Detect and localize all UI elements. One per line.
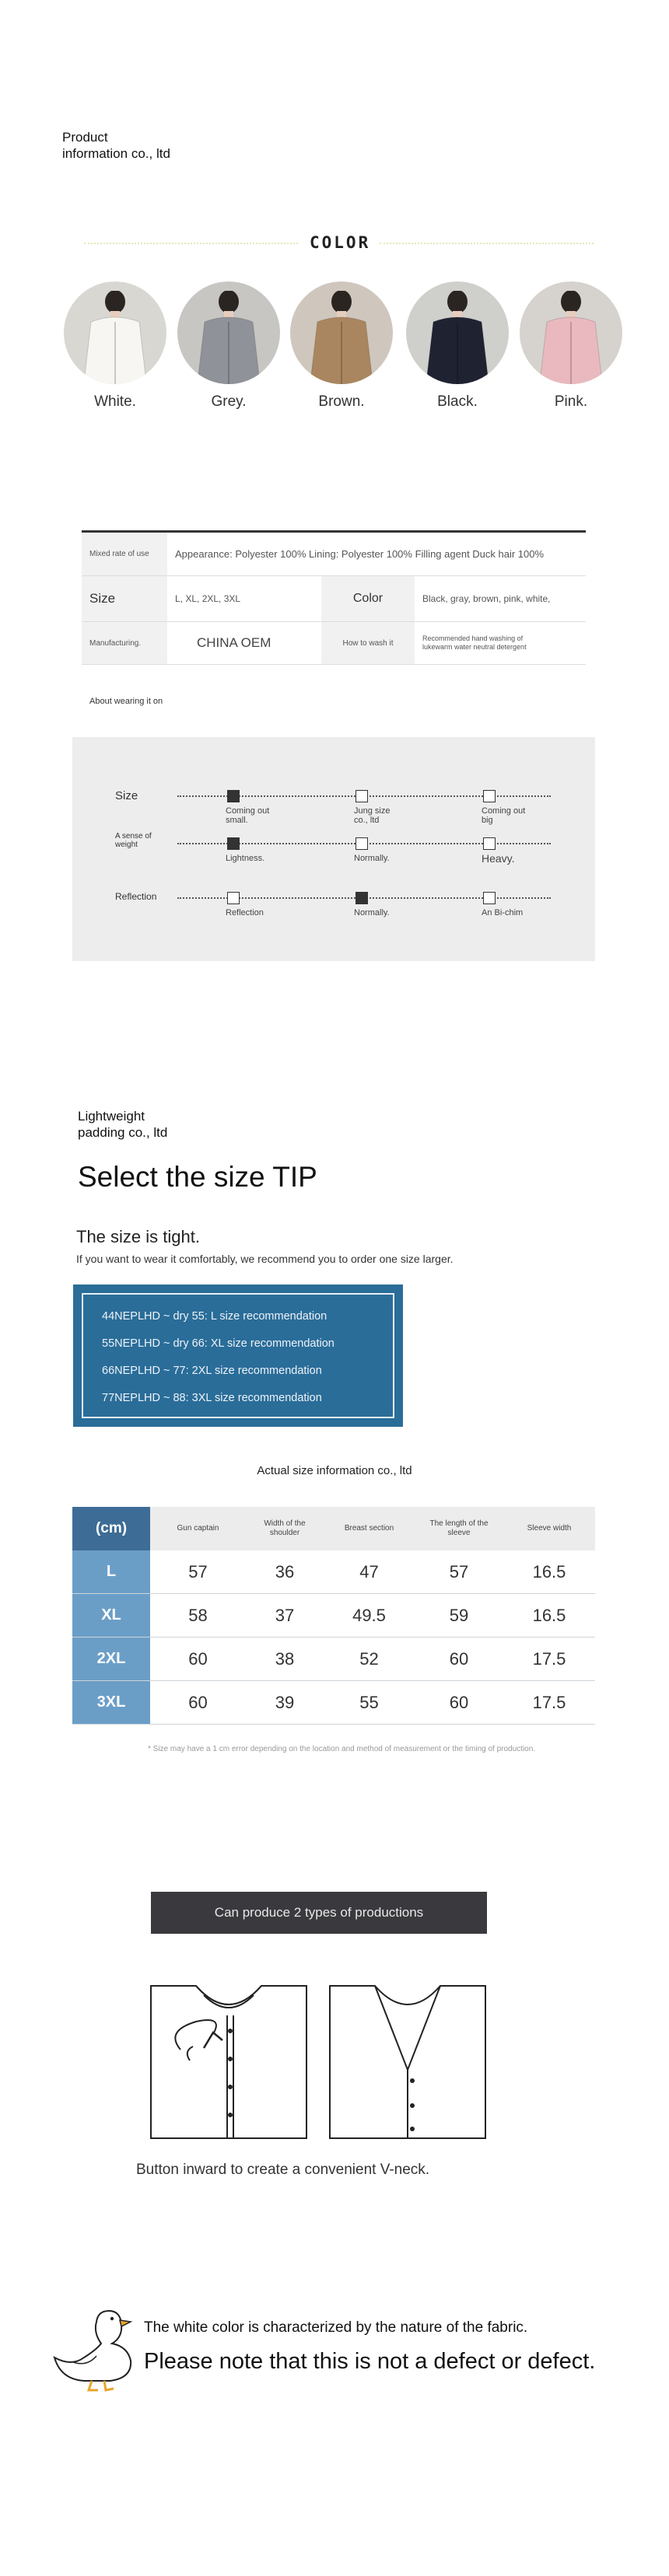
- wearing-row-label: Size: [115, 789, 138, 802]
- wash-label: How to wash it: [321, 622, 415, 664]
- size-column-header: Sleeve width: [527, 1524, 572, 1533]
- recommendation-line: 66NEPLHD ~ 77: 2XL size recommendation: [102, 1365, 322, 1377]
- size-value-cell: 57: [449, 1561, 469, 1582]
- wearing-scale-marker: [227, 790, 240, 802]
- color-swatch-label: Black.: [437, 393, 478, 410]
- color-swatch: [290, 281, 393, 384]
- size-row-label: 2XL: [72, 1638, 150, 1680]
- wearing-scale-marker: [483, 837, 496, 850]
- size-header-cell: [415, 1507, 503, 1550]
- size-header-cell: [324, 1507, 415, 1550]
- duck-icon: [50, 2306, 139, 2392]
- recommendation-line: 77NEPLHD ~ 88: 3XL size recommendation: [102, 1392, 322, 1404]
- size-column-header: Gun captain: [177, 1524, 219, 1533]
- color-label: Color: [321, 576, 415, 621]
- size-table-caption: Actual size information co., ltd: [257, 1464, 412, 1477]
- wearing-option-label: Normally.: [354, 854, 390, 863]
- size-value-cell: 60: [449, 1648, 469, 1669]
- size-value-cell: 16.5: [532, 1561, 566, 1582]
- wearing-option-label: Lightness.: [226, 854, 265, 863]
- wearing-scale-marker: [356, 892, 368, 904]
- spec-table: [82, 530, 586, 665]
- color-swatch-label: Grey.: [211, 393, 247, 410]
- size-value-cell: 60: [449, 1692, 469, 1712]
- about-wearing-label: About wearing it on: [89, 697, 163, 706]
- wearing-option-label: Reflection: [226, 908, 264, 918]
- size-header-cell: [150, 1507, 246, 1550]
- product-info-heading: Product information co., ltd: [62, 130, 170, 161]
- spec-row-mixed: [82, 533, 586, 576]
- wearing-option-label: Coming out small.: [226, 806, 270, 825]
- table-row: [72, 1681, 595, 1725]
- color-swatch: [177, 281, 280, 384]
- size-value-cell: 17.5: [532, 1648, 566, 1669]
- size-value: L, XL, 2XL, 3XL: [175, 593, 241, 604]
- dotted-divider-right: [380, 243, 594, 244]
- v-neck-diagram: [328, 1984, 487, 2140]
- lightweight-heading: Lightweight padding co., ltd: [78, 1109, 168, 1140]
- size-recommendation-box: [73, 1285, 403, 1427]
- wash-value: Recommended hand washing of lukewarm water neutral detergent: [422, 634, 527, 651]
- wearing-option-label: Normally.: [354, 908, 390, 918]
- size-value-cell: 57: [188, 1561, 208, 1582]
- size-table: [72, 1507, 595, 1725]
- v-neck-caption: Button inward to create a convenient V-neck.: [136, 2162, 430, 2178]
- wearing-scale-marker: [483, 790, 496, 802]
- wearing-scale-marker: [483, 892, 496, 904]
- spec-row-size-color: [82, 576, 586, 622]
- table-row: [72, 1594, 595, 1638]
- model-silhouette: [536, 291, 606, 384]
- manufacturing-value: CHINA OEM: [197, 635, 271, 650]
- size-column-header: Breast section: [344, 1524, 394, 1533]
- wearing-option-label: Coming out big: [482, 806, 526, 825]
- wearing-scale-marker: [227, 892, 240, 904]
- round-neck-diagram: [149, 1984, 308, 2140]
- manufacturing-label: Manufacturing.: [82, 622, 167, 664]
- fabric-note-line1: The white color is characterized by the nature of the fabric.: [144, 2319, 528, 2336]
- color-swatch: [520, 281, 622, 384]
- size-table-header: [72, 1507, 595, 1550]
- model-silhouette: [422, 291, 492, 384]
- wearing-scale-marker: [356, 837, 368, 850]
- size-value-cell: 49.5: [352, 1605, 386, 1625]
- dotted-divider-left: [84, 243, 298, 244]
- size-value-cell: 60: [188, 1648, 208, 1669]
- size-row-label: L: [72, 1550, 150, 1593]
- color-section-header: [84, 233, 594, 252]
- size-value-cell: 60: [188, 1692, 208, 1712]
- size-value-cell: 38: [275, 1648, 295, 1669]
- wearing-row-label: A sense of weight: [115, 832, 152, 849]
- size-value-cell: 39: [275, 1692, 295, 1712]
- size-value-cell: 47: [359, 1561, 379, 1582]
- size-header-cell: [503, 1507, 595, 1550]
- wearing-scale-marker: [356, 790, 368, 802]
- size-unit-label: (cm): [72, 1507, 150, 1550]
- size-value-cell: 17.5: [532, 1692, 566, 1712]
- color-swatch: [406, 281, 509, 384]
- color-swatch: [64, 281, 166, 384]
- table-row: [72, 1550, 595, 1594]
- size-value-cell: 36: [275, 1561, 295, 1582]
- recommendation-line: 55NEPLHD ~ dry 66: XL size recommendation: [102, 1337, 334, 1350]
- model-silhouette: [194, 291, 264, 384]
- size-table-note: * Size may have a 1 cm error depending on the location and method of measurement or the timing of production.: [148, 1745, 536, 1753]
- color-swatch-label: Brown.: [318, 393, 365, 410]
- model-silhouette: [80, 291, 150, 384]
- size-row-label: 3XL: [72, 1681, 150, 1724]
- size-value-cell: 58: [188, 1605, 208, 1625]
- size-column-header: The length of the sleeve: [429, 1519, 489, 1537]
- size-label: Size: [82, 576, 167, 621]
- color-value: Black, gray, brown, pink, white,: [422, 593, 551, 604]
- wearing-option-label: An Bi-chim: [482, 908, 524, 918]
- model-silhouette: [306, 291, 377, 384]
- size-value-cell: 59: [449, 1605, 469, 1625]
- wearing-option-label: Heavy.: [482, 852, 515, 865]
- size-tip-title: Select the size TIP: [78, 1161, 317, 1193]
- size-column-header: Width of the shoulder: [264, 1519, 306, 1537]
- color-title: COLOR: [310, 233, 371, 252]
- wearing-chart: [72, 737, 595, 961]
- table-row: [72, 1638, 595, 1681]
- recommendation-line: 44NEPLHD ~ dry 55: L size recommendation: [102, 1310, 327, 1323]
- size-tight-text: The size is tight.: [76, 1227, 200, 1246]
- size-value-cell: 52: [359, 1648, 379, 1669]
- production-types-banner: Can produce 2 types of productions: [151, 1892, 487, 1934]
- size-value-cell: 37: [275, 1605, 295, 1625]
- size-value-cell: 55: [359, 1692, 379, 1712]
- color-swatch-label: White.: [94, 393, 136, 410]
- mixed-rate-label: Mixed rate of use: [82, 533, 167, 575]
- fabric-note-line2: Please note that this is not a defect or defect.: [144, 2349, 596, 2374]
- size-row-label: XL: [72, 1594, 150, 1637]
- wearing-option-label: Jung size co., ltd: [354, 806, 391, 825]
- spec-row-manufacturing: [82, 622, 586, 665]
- size-header-cell: [246, 1507, 324, 1550]
- size-value-cell: 16.5: [532, 1605, 566, 1625]
- wearing-scale-marker: [227, 837, 240, 850]
- size-tight-subtext: If you want to wear it comfortably, we recommend you to order one size larger.: [76, 1253, 454, 1265]
- wearing-row-label: Reflection: [115, 891, 157, 902]
- mixed-rate-value: Appearance: Polyester 100% Lining: Polyester 100% Filling agent Duck hair 100%: [175, 548, 545, 560]
- color-swatch-label: Pink.: [554, 393, 588, 410]
